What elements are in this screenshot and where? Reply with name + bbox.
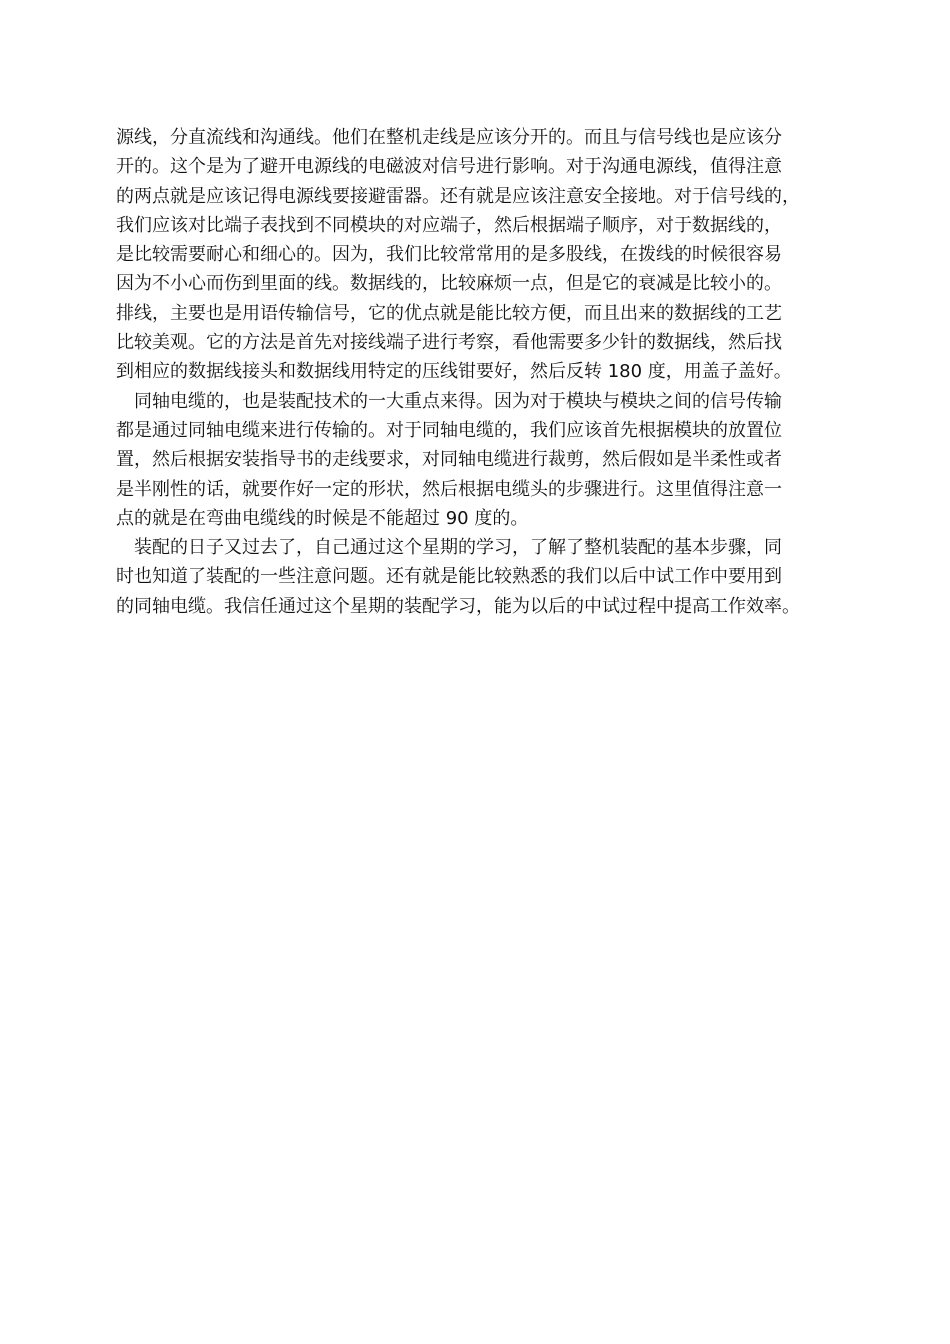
text-line: 时也知道了装配的一些注意问题。还有就是能比较熟悉的我们以后中试工作中要用到	[116, 566, 782, 588]
text-line: 源线，分直流线和沟通线。他们在整机走线是应该分开的。而且与信号线也是应该分	[116, 127, 782, 148]
paragraph-2	[116, 387, 856, 533]
text-line: 同轴电缆的，也是装配技术的一大重点来得。因为对于模块与模块之间的信号传输	[134, 390, 782, 412]
paragraph-3	[116, 533, 856, 621]
text-line: 都是通过同轴电缆来进行传输的。对于同轴电缆的，我们应该首先根据模块的放置位	[116, 419, 782, 441]
text-line: 比较美观。它的方法是首先对接线端子进行考察，看他需要多少针的数据线，然后找	[116, 332, 782, 354]
text-line: 置，然后根据安装指导书的走线要求，对同轴电缆进行裁剪，然后假如是半柔性或者	[116, 449, 782, 471]
text-line: 排线，主要也是用语传输信号，它的优点就是能比较方便，而且出来的数据线的工艺	[116, 302, 782, 324]
text-line: 点的就是在弯曲电缆线的时候是不能超过 90 度的。	[116, 507, 529, 529]
text-line: 到相应的数据线接头和数据线用特定的压线钳要好，然后反转 180 度，用盖子盖好。	[116, 361, 792, 383]
text-line: 的同轴电缆。我信任通过这个星期的装配学习，能为以后的中试过程中提高工作效率。	[116, 595, 800, 617]
text-line: 装配的日子又过去了，自己通过这个星期的学习，了解了整机装配的基本步骤，同	[134, 537, 782, 559]
document-body	[116, 123, 856, 621]
paragraph-1	[116, 123, 856, 387]
text-line: 因为不小心而伤到里面的线。数据线的，比较麻烦一点，但是它的衰减是比较小的。	[116, 273, 782, 295]
text-line: 的两点就是应该记得电源线要接避雷器。还有就是应该注意安全接地。对于信号线的，	[116, 185, 800, 207]
text-line: 我们应该对比端子表找到不同模块的对应端子，然后根据端子顺序，对于数据线的，	[116, 214, 782, 236]
text-line: 是半刚性的话，就要作好一定的形状，然后根据电缆头的步骤进行。这里值得注意一	[116, 478, 782, 500]
text-line: 是比较需要耐心和细心的。因为，我们比较常常用的是多股线，在拨线的时候很容易	[116, 244, 782, 266]
text-line: 开的。这个是为了避开电源线的电磁波对信号进行影响。对于沟通电源线，值得注意	[116, 156, 782, 178]
